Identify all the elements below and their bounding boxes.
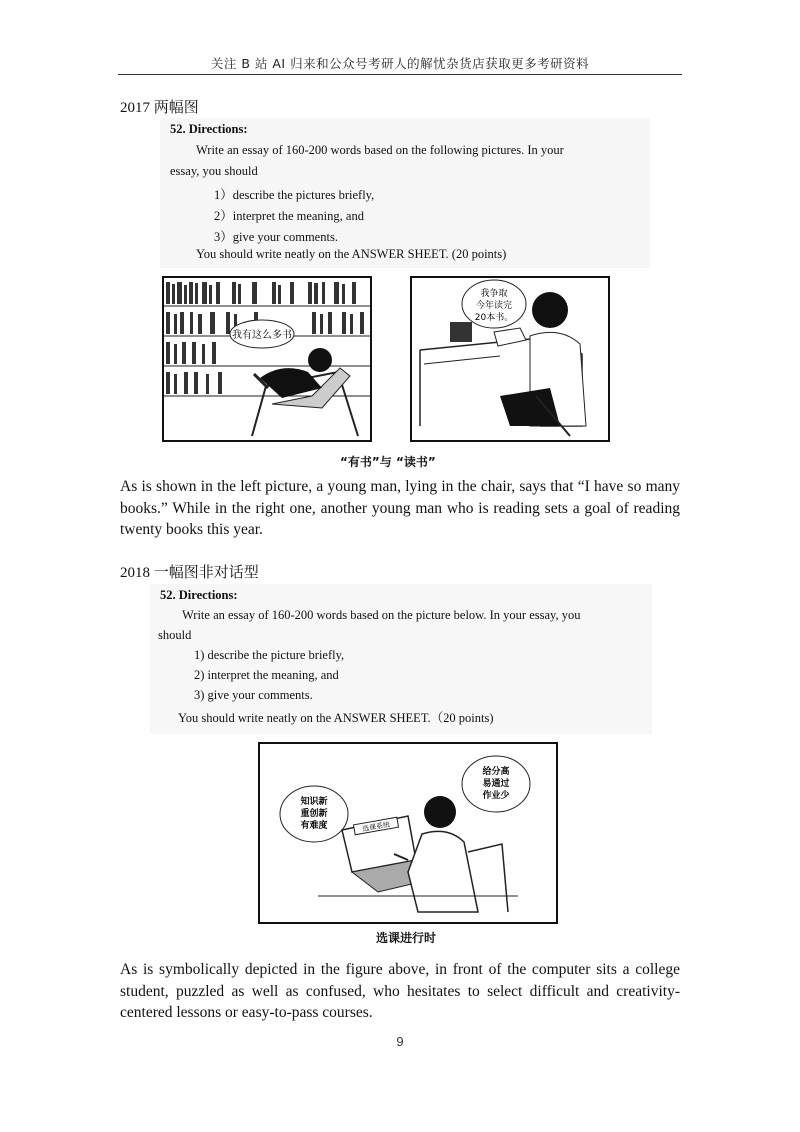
directions-item: 2) interpret the meaning, and bbox=[194, 668, 339, 682]
directions-line: should bbox=[158, 628, 192, 642]
directions-line: You should write neatly on the ANSWER SHEET.（20 points) bbox=[178, 711, 494, 725]
figure-caption-2017: “有书”与 “读书” bbox=[340, 455, 436, 469]
cartoon-course-selection bbox=[258, 742, 558, 926]
speech-bubble-line: 知识新 bbox=[300, 797, 328, 807]
directions-item: 1）describe the pictures briefly, bbox=[214, 188, 375, 202]
description-paragraph-2018: As is symbolically depicted in the figure above, in front of the computer sits a college student, puzzled as well as confused, who hesitates to select difficult and creativity-centered lessons or easy-to-pass courses. bbox=[120, 961, 680, 1021]
directions-2017 bbox=[160, 118, 650, 268]
speech-bubble-text: 我有这么多书 bbox=[232, 330, 292, 341]
speech-bubble-line: 重创新 bbox=[300, 809, 328, 819]
directions-heading: 52. Directions: bbox=[170, 122, 248, 136]
directions-item: 3) give your comments. bbox=[194, 688, 313, 702]
directions-item: 1) describe the picture briefly, bbox=[194, 648, 345, 662]
figure-caption-2018: 选课进行时 bbox=[376, 931, 437, 945]
speech-bubble-line: 有难度 bbox=[300, 821, 328, 831]
section-title-2017: 2017 两幅图 bbox=[120, 100, 199, 116]
directions-item: 3）give your comments. bbox=[214, 230, 338, 244]
header-divider bbox=[118, 74, 682, 75]
speech-bubble-line: 20本书。 bbox=[474, 313, 514, 323]
speech-bubble-line: 给分高 bbox=[482, 767, 510, 777]
section-title-2018: 2018 一幅图非对话型 bbox=[120, 565, 259, 581]
laptop-screen-label: 选课系统 bbox=[361, 820, 391, 834]
directions-line: essay, you should bbox=[170, 164, 258, 178]
speech-bubble-line: 今年读完 bbox=[475, 301, 513, 311]
directions-2018 bbox=[150, 584, 652, 734]
directions-heading: 52. Directions: bbox=[160, 588, 238, 602]
directions-line: Write an essay of 160-200 words based on the following pictures. In your bbox=[196, 143, 564, 157]
description-paragraph-2017: As is shown in the left picture, a young man, lying in the chair, says that “I have so many books.” While in the right one, another young man who is reading sets a goal of reading twenty books this year. bbox=[120, 478, 680, 538]
directions-line: You should write neatly on the ANSWER SHEET. (20 points) bbox=[196, 247, 507, 261]
directions-item: 2）interpret the meaning, and bbox=[214, 209, 364, 223]
directions-line: Write an essay of 160-200 words based on the picture below. In your essay, you bbox=[182, 608, 581, 622]
speech-bubble-line: 作业少 bbox=[482, 791, 510, 801]
speech-bubble-line: 我争取 bbox=[480, 289, 508, 299]
cartoon-bookshelf-young-man bbox=[162, 276, 372, 444]
page-number: 9 bbox=[396, 1034, 404, 1049]
speech-bubble-line: 易通过 bbox=[482, 779, 510, 789]
page-header: 关注 B 站 AI 归来和公众号考研人的解忧杂货店获取更多考研资料 bbox=[210, 56, 590, 71]
cartoon-reading-young-man bbox=[410, 276, 610, 444]
